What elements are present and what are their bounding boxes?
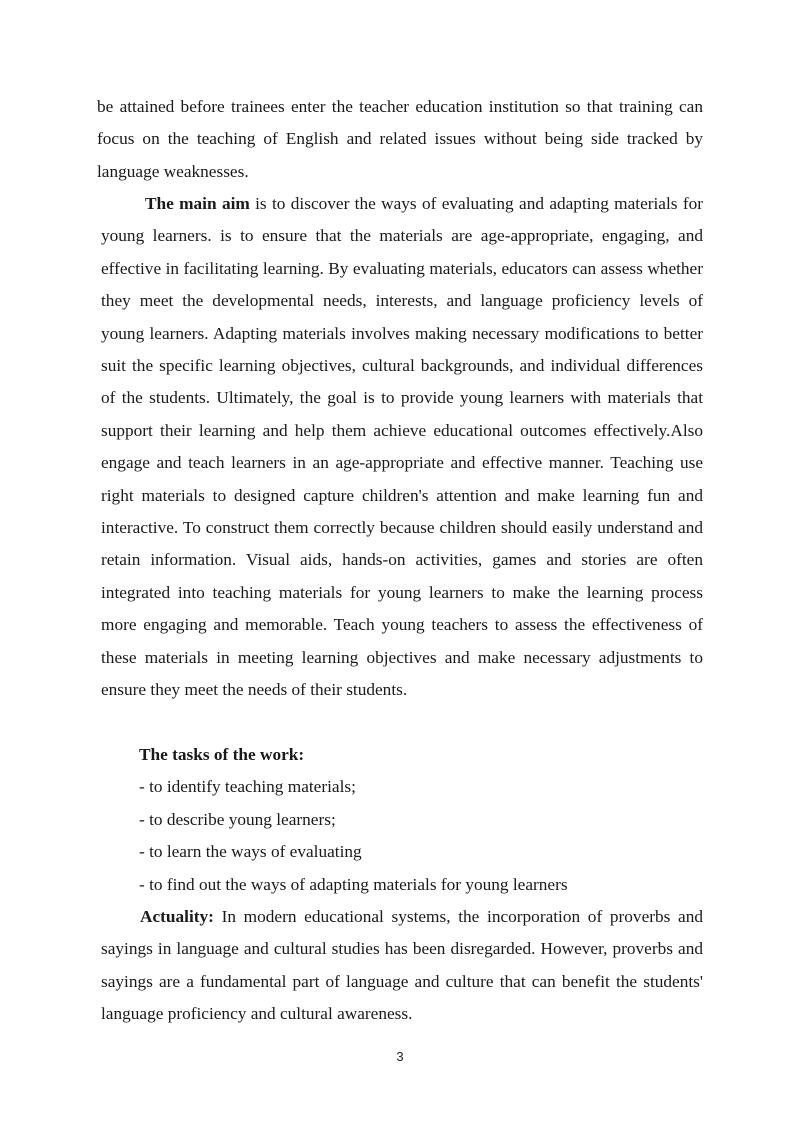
task-item: - to describe young learners; [139,809,336,829]
actuality-text: In modern educational systems, the incorporation of proverbs and sayings in language and cultural studies has been disregarded. However, proverbs and sayings are a fundamental part of language and culture that can benefit the students' language proficiency and cultural awareness. [101,907,703,1024]
main-aim-label: The main aim [145,194,250,213]
paragraph-continuation: be attained before trainees enter the teacher education institution so that training can focus on the teaching of English and related issues without being side tracked by language weaknesses. [97,97,703,181]
task-item: - to learn the ways of evaluating [139,842,362,862]
task-item: - to identify teaching materials; [139,777,356,797]
main-aim-paragraph [101,188,703,707]
main-aim-text: is to discover the ways of evaluating and adapting materials for young learners. is to ensure that the materials are age-appropriate, engaging, and effective in facilitating learning. By evaluating materials, educators can assess whether they meet the developmental needs, interests, and language proficiency levels of young learners. Adapting materials involves making necessary modifications to better suit the specific learning objectives, cultural backgrounds, and individual differences of the students. Ultimately, the goal is to provide young learners with materials that support their learning and help them achieve educational outcomes effectively.Also engage and teach learners in an age-appropriate and effective manner. Teaching use right materials to designed capture children's attention and make learning fun and interactive. To construct them correctly because children should easily understand and retain information. Visual aids, hands-on activities, games and stories are often integrated into teaching materials for young learners to make the learning process more engaging and memorable. Teach young teachers to assess the effectiveness of these materials in meeting learning objectives and make necessary adjustments to ensure they meet the needs of their students. [101,194,703,700]
page-number: 3 [396,1049,404,1064]
tasks-heading: The tasks of the work: [139,745,305,764]
actuality-paragraph [101,901,703,1031]
task-item: - to find out the ways of adapting materials for young learners [139,874,568,894]
tasks-section [139,739,719,901]
actuality-label: Actuality: [140,907,214,926]
